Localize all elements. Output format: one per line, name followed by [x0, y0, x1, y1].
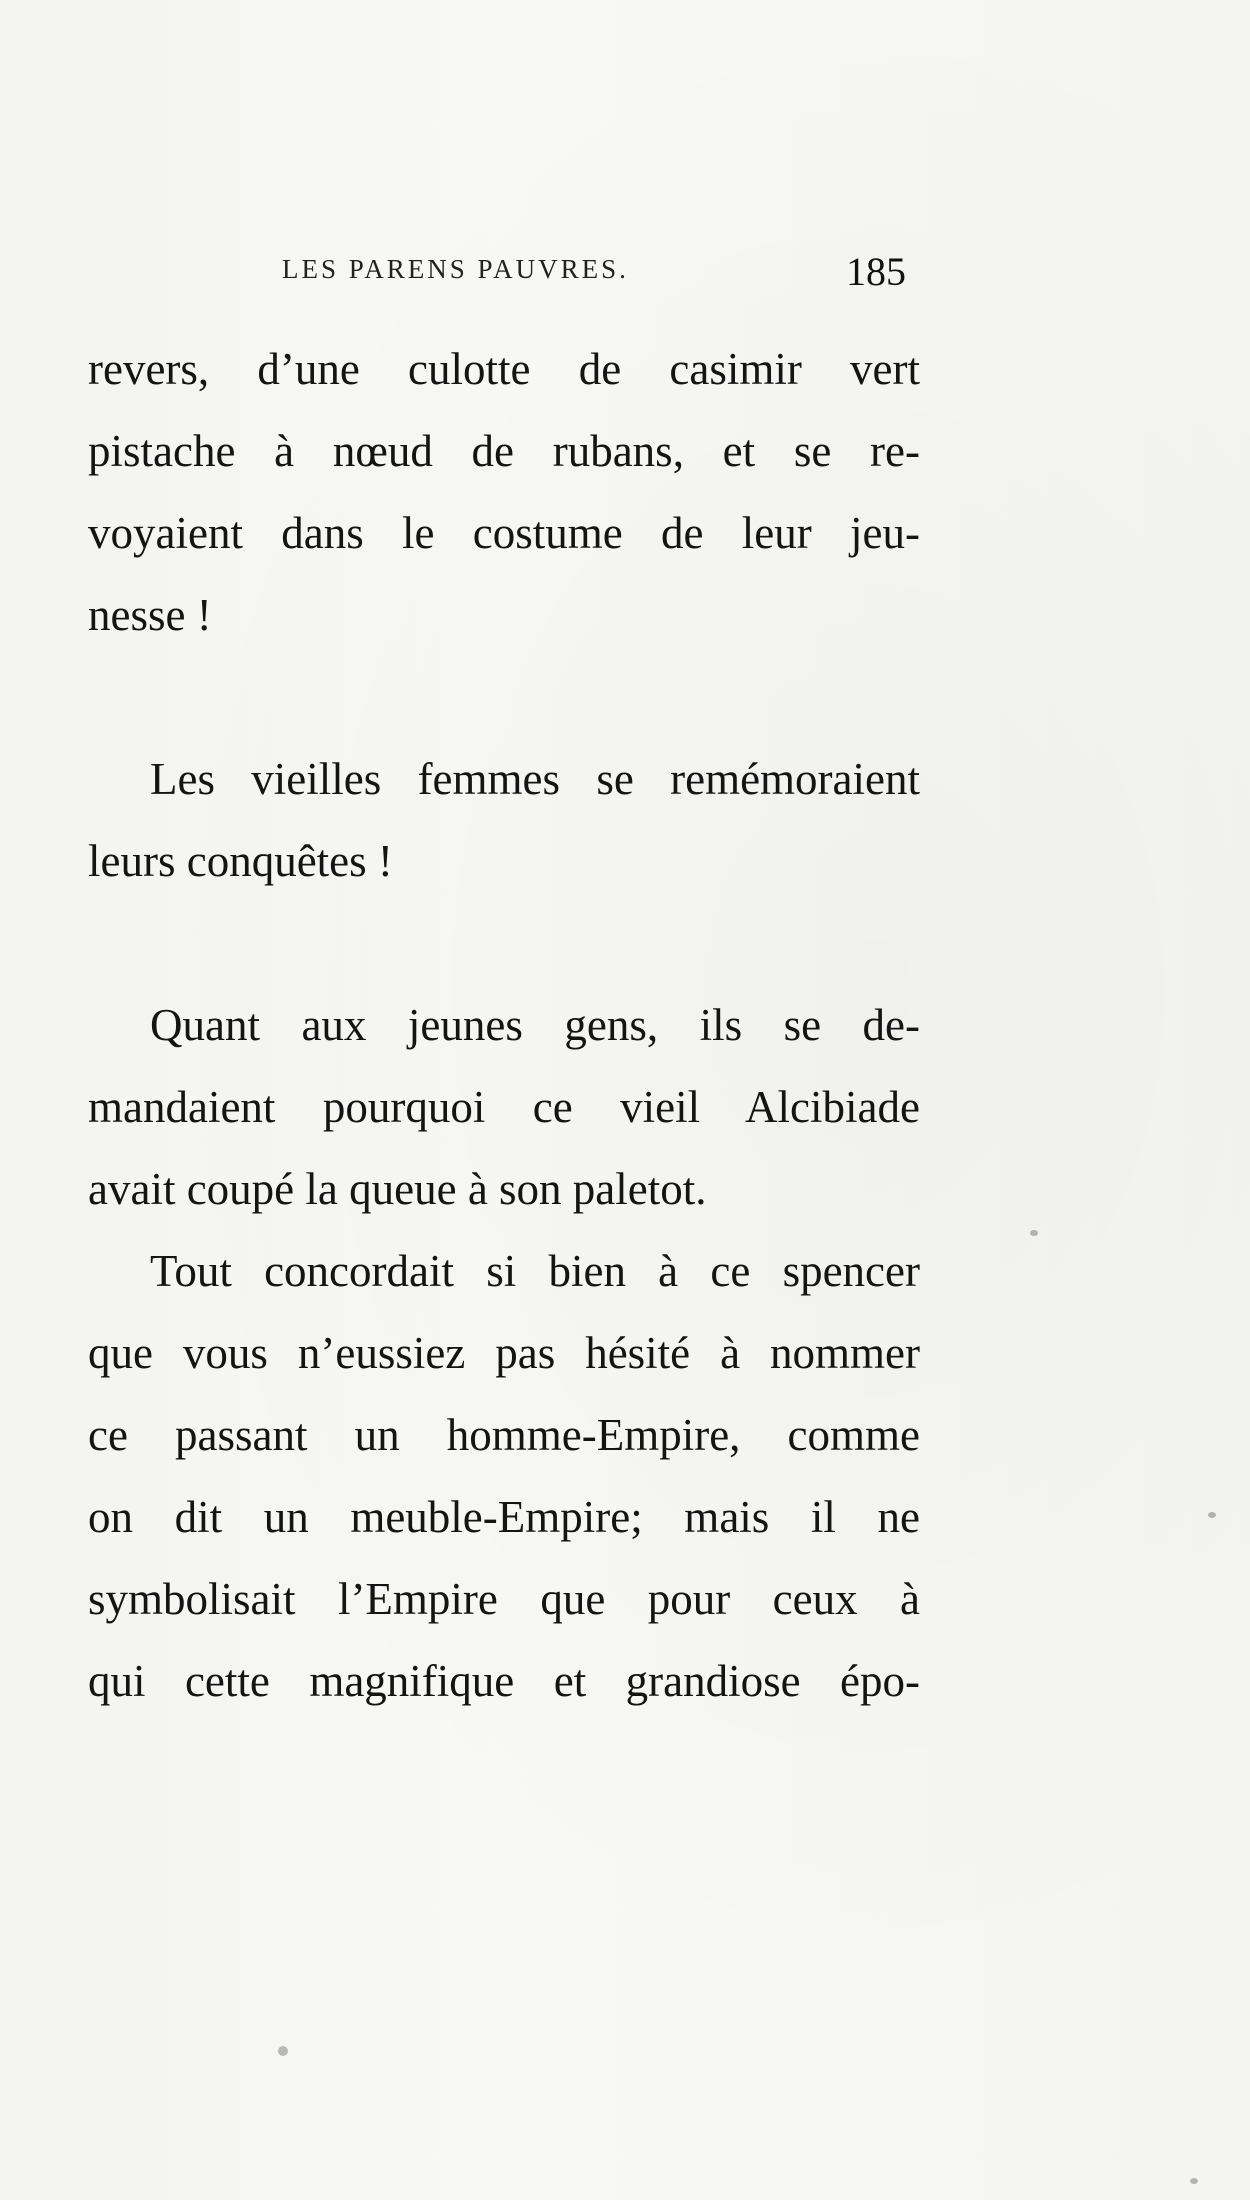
text-line: qui cette magnifique et grandiose épo- [88, 1656, 920, 1706]
paragraph-gap [88, 902, 920, 984]
paper-speck [1030, 1230, 1038, 1236]
text-line: mandaient pourquoi ce vieil Alcibiade [88, 1082, 920, 1132]
text-line: revers, d’une culotte de casimir vert [88, 344, 920, 394]
paper-speck [1190, 2178, 1198, 2184]
text-line: nesse ! [88, 590, 212, 640]
text-line: ce passant un homme-Empire, comme [88, 1410, 920, 1460]
running-title: LES PARENS PAUVRES. [282, 254, 629, 284]
text-line: Les vieilles femmes se remémoraient [150, 754, 920, 804]
text-line: leurs conquêtes ! [88, 836, 393, 886]
body-text [88, 328, 920, 1722]
text-line: pistache à nœud de rubans, et se re- [88, 426, 920, 476]
text-line: que vous n’eussiez pas hésité à nommer [88, 1328, 920, 1378]
text-line: symbolisait l’Empire que pour ceux à [88, 1574, 920, 1624]
paper-speck [1208, 1512, 1216, 1518]
text-line: avait coupé la queue à son paletot. [88, 1164, 707, 1214]
text-line: voyaient dans le costume de leur jeu- [88, 508, 920, 558]
paragraph-gap [88, 656, 920, 738]
text-line: on dit un meuble-Empire; mais il ne [88, 1492, 920, 1542]
text-line: Tout concordait si bien à ce spencer [150, 1246, 920, 1296]
text-line: Quant aux jeunes gens, ils se de- [150, 1000, 920, 1050]
page-number: 185 [846, 249, 906, 294]
paper-speck [278, 2046, 288, 2056]
page-header [282, 248, 910, 298]
